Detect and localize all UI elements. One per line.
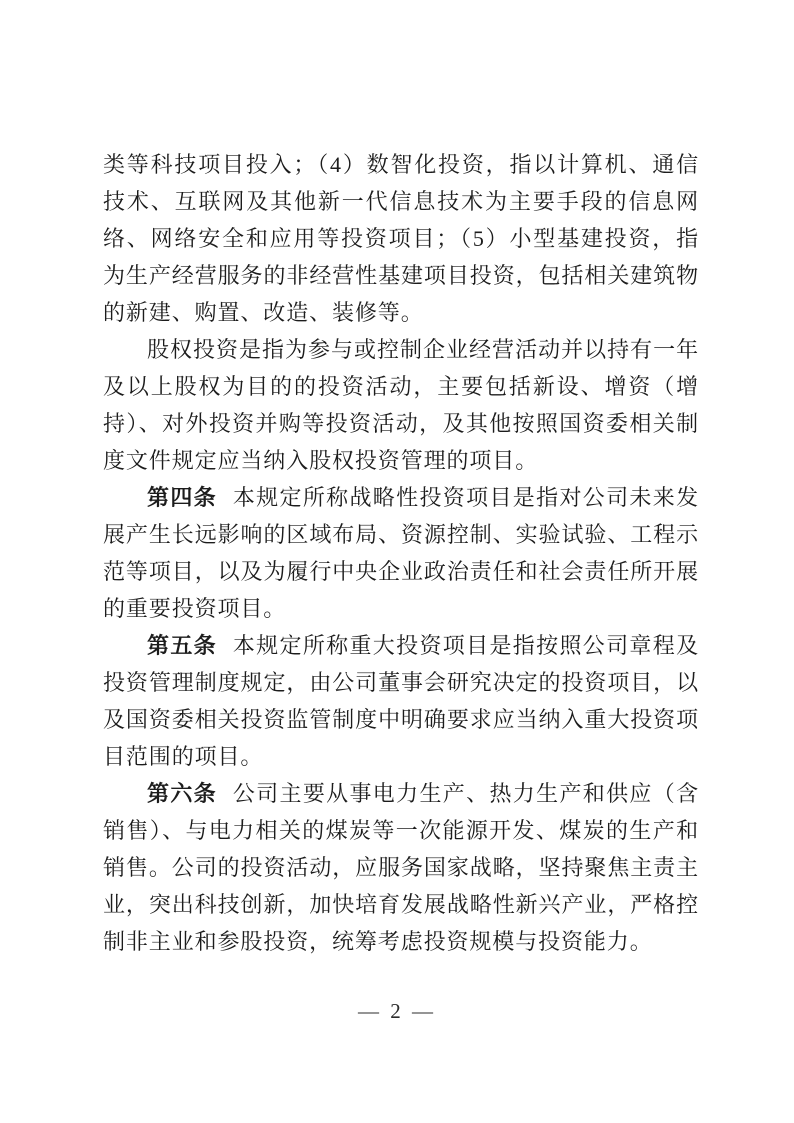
- document-body: [103, 146, 699, 960]
- paragraph-text: 类等科技项目投入；（4）数智化投资，指以计算机、通信技术、互联网及其他新一代信息技术为主要手段的信息网络、网络安全和应用等投资项目；（5）小型基建投资，指为生产经营服务的非经营性基建项目投资，包括相关建筑物的新建、购置、改造、装修等。: [103, 152, 699, 325]
- article-6-label: 第六条: [147, 781, 217, 806]
- article-5-label: 第五条: [147, 633, 217, 658]
- article-4-paragraph: [103, 479, 699, 627]
- paragraph-tech-investment-continuation: [103, 146, 699, 331]
- article-6-paragraph: [103, 775, 699, 960]
- article-5-paragraph: [103, 627, 699, 775]
- paragraph-text: 本规定所称重大投资项目是指按照公司章程及投资管理制度规定，由公司董事会研究决定的投资项目，以及国资委相关投资监管制度中明确要求应当纳入重大投资项目范围的项目。: [103, 633, 699, 769]
- paragraph-text: 公司主要从事电力生产、热力生产和供应（含销售）、与电力相关的煤炭等一次能源开发、煤炭的生产和销售。公司的投资活动，应服务国家战略，坚持聚焦主责主业，突出科技创新，加快培育发展战略性新兴产业，严格控制非主业和参股投资，统筹考虑投资规模与投资能力。: [103, 781, 699, 954]
- paragraph-equity-investment: [103, 331, 699, 479]
- page-number: — 2 —: [358, 999, 436, 1023]
- paragraph-text: 股权投资是指为参与或控制企业经营活动并以持有一年及以上股权为目的的投资活动，主要包括新设、增资（增持）、对外投资并购等投资活动，及其他按照国资委相关制度文件规定应当纳入股权投资管理的项目。: [103, 337, 699, 473]
- page-footer: [0, 999, 794, 1024]
- paragraph-text: 本规定所称战略性投资项目是指对公司未来发展产生长远影响的区域布局、资源控制、实验试验、工程示范等项目，以及为履行中央企业政治责任和社会责任所开展的重要投资项目。: [103, 485, 699, 621]
- article-4-label: 第四条: [147, 485, 217, 510]
